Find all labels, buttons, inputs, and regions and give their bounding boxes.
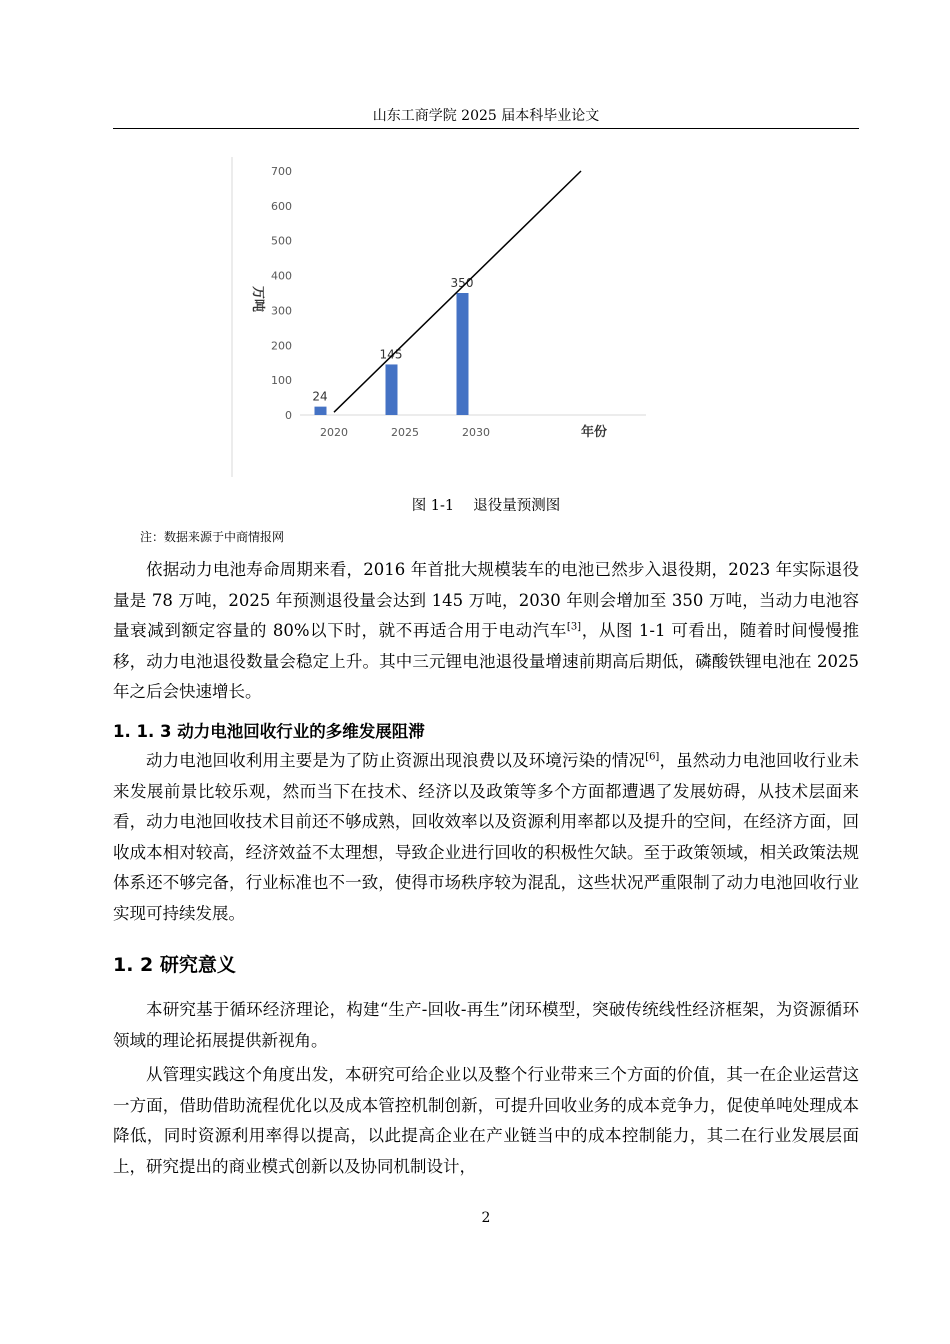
x-tick-label-2030: 2030 <box>462 426 490 439</box>
bar-label-2020: 24 <box>312 389 328 404</box>
y-axis-ticks <box>271 165 292 422</box>
paragraph-2: 动力电池回收利用主要是为了防止资源出现浪费以及环境污染的情况[6]，虽然动力电池回收行业未来发展前景比较乐观，然而当下在技术、经济以及政策等多个方面都遭遇了发展妨碍，从技术层面来看，动力电池回收技术目前还不够成熟，回收效率以及资源利用率都以及提升的空间，在经济方面，回收成本相对较高，经济效益不太理想，导致企业进行回收的积极性欠缺。至于政策领域，相关政策法规体系还不够完备，行业标准也不一致，使得市场秩序较为混乱，这些状况严重限制了动力电池回收行业实现可持续发展。 <box>113 751 860 923</box>
citation-3: [3] <box>566 621 582 633</box>
section-heading-1-2: 1. 2 研究意义 <box>113 954 236 976</box>
paragraph-3: 本研究基于循环经济理论，构建“生产-回收-再生”闭环模型，突破传统线性经济框架，为资源循环领域的理论拓展提供新视角。 <box>113 1000 859 1050</box>
retirement-forecast-chart <box>226 157 666 482</box>
running-header: 山东工商学院 2025 届本科毕业论文 <box>372 108 600 124</box>
figure-note: 注：数据来源于中商情报网 <box>140 530 285 544</box>
header-rule <box>113 128 859 129</box>
y-tick-label: 400 <box>271 269 292 283</box>
x-axis-title: 年份 <box>581 425 608 440</box>
y-tick-label: 100 <box>271 374 292 388</box>
x-axis-ticks <box>320 426 490 439</box>
bar-2025 <box>386 364 398 415</box>
y-tick-label: 500 <box>271 234 292 248</box>
y-axis-title: 万吨 <box>250 285 265 313</box>
bar-2030 <box>457 293 469 415</box>
y-tick-label: 700 <box>271 165 292 178</box>
bar-label-2025: 145 <box>379 347 403 362</box>
bar-2020 <box>315 407 327 415</box>
section-heading-1-1-3: 1. 1. 3 动力电池回收行业的多维发展阻滞 <box>113 722 425 741</box>
paragraph-1: 依据动力电池寿命周期来看，2016 年首批大规模装车的电池已然步入退役期，2023 年实际退役量是 78 万吨，2025 年预测退役量会达到 145 万吨，2030 年则会增加至 350 万吨，当动力电池容量衰减到额定容量的 80%以下时，就不再适合用于电动汽车[3]，从图 1-1 可看出，随着时间慢慢推移，动力电池退役数量会稳定上升。其中三元锂电池退役量增速前期高后期低，磷酸铁锂电池在 2025 年之后会快速增长。 <box>113 560 859 701</box>
citation-6: [6] <box>645 751 660 763</box>
paragraph-4: 从管理实践这个角度出发，本研究可给企业以及整个行业带来三个方面的价值，其一在企业运营这一方面，借助借助流程优化以及成本管控机制创新，可提升回收业务的成本竞争力，促使单吨处理成本降低，同时资源利用率得以提高，以此提高企业在产业链当中的成本控制能力，其二在行业发展层面上，研究提出的商业模式创新以及协同机制设计， <box>113 1065 859 1176</box>
x-tick-label-2025: 2025 <box>391 426 419 439</box>
y-tick-label: 200 <box>271 339 292 353</box>
x-tick-label-2020: 2020 <box>320 426 348 439</box>
y-tick-label: 0 <box>285 409 292 422</box>
page-number: 2 <box>481 1210 491 1226</box>
y-tick-label: 600 <box>271 199 292 213</box>
y-tick-label: 300 <box>271 304 292 318</box>
figure-caption: 图 1-1 退役量预测图 <box>411 498 561 514</box>
bar-label-2030: 350 <box>450 276 474 290</box>
